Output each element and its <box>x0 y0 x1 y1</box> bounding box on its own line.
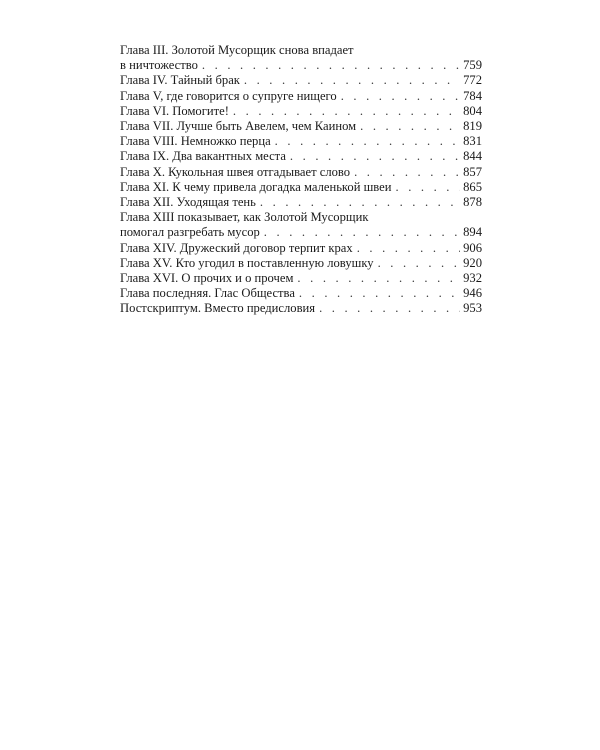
toc-entry-page: 865 <box>463 179 482 194</box>
toc-entry <box>120 241 482 256</box>
toc-entry <box>120 256 482 271</box>
dot-leader <box>360 119 460 134</box>
toc-entry <box>120 165 482 180</box>
toc-entry-page: 804 <box>463 103 482 118</box>
toc-entry-page: 857 <box>463 164 482 179</box>
dot-leader <box>341 89 460 104</box>
toc-entry-page: 819 <box>463 119 482 134</box>
toc-entry-title-line1: Глава XIII показывает, как Золотой Мусорщик <box>120 210 369 225</box>
toc-entry <box>120 119 482 134</box>
toc-entry-title: Глава X. Кукольная швея отгадывает слово <box>120 164 351 179</box>
toc-entry <box>120 271 482 286</box>
dot-leader <box>264 225 460 240</box>
toc-entry-title: Постскриптум. Вместо предисловия <box>120 301 316 316</box>
toc-entry-title: Глава XIV. Дружеский договор терпит крах <box>120 240 353 255</box>
toc-entry-page: 844 <box>463 149 482 164</box>
toc-entry-page: 784 <box>463 88 482 103</box>
toc-entry <box>120 89 482 104</box>
toc-entry-title: Глава XI. К чему привела догадка маленькой швеи <box>120 179 392 194</box>
toc-entry-page: 759 <box>463 58 482 73</box>
toc-entry-page: 878 <box>463 195 482 210</box>
dot-leader <box>319 301 460 316</box>
toc-entry-title: в ничтожество <box>120 58 198 73</box>
toc-entry <box>120 104 482 119</box>
toc-entry <box>120 134 482 149</box>
toc-entry-title: помогал разгребать мусор <box>120 225 260 240</box>
dot-leader <box>244 73 460 88</box>
toc-entry-page: 953 <box>463 301 482 316</box>
toc-entry-page: 906 <box>463 240 482 255</box>
dot-leader <box>378 256 461 271</box>
toc-entry-page: 946 <box>463 286 482 301</box>
dot-leader <box>202 58 460 73</box>
toc-entry <box>120 210 482 240</box>
toc-entry-page: 831 <box>463 134 482 149</box>
toc-entry <box>120 301 482 316</box>
dot-leader <box>297 271 460 286</box>
toc-entry-page: 932 <box>463 271 482 286</box>
toc-entry-title: Глава IV. Тайный брак <box>120 73 240 88</box>
toc-entry-page: 920 <box>463 255 482 270</box>
dot-leader <box>354 165 460 180</box>
table-of-contents <box>120 43 482 317</box>
toc-entry-title: Глава XII. Уходящая тень <box>120 195 256 210</box>
toc-entry-title: Глава последняя. Глас Общества <box>120 286 295 301</box>
toc-entry-title-line1: Глава III. Золотой Мусорщик снова впадает <box>120 43 354 57</box>
toc-entry-title: Глава VIII. Немножко перца <box>120 134 271 149</box>
toc-entry-title: Глава XV. Кто угодил в поставленную ловушку <box>120 255 374 270</box>
toc-entry <box>120 73 482 88</box>
dot-leader <box>299 286 460 301</box>
dot-leader <box>290 149 460 164</box>
toc-entry-page: 894 <box>463 225 482 240</box>
dot-leader <box>260 195 460 210</box>
toc-entry <box>120 149 482 164</box>
toc-entry-title: Глава XVI. О прочих и о прочем <box>120 271 294 286</box>
toc-entry <box>120 43 482 73</box>
toc-entry-title: Глава VII. Лучше быть Авелем, чем Каином <box>120 119 357 134</box>
toc-entry-title: Глава IX. Два вакантных места <box>120 149 286 164</box>
toc-entry <box>120 180 482 195</box>
toc-entry <box>120 195 482 210</box>
dot-leader <box>233 104 460 119</box>
dot-leader <box>275 134 460 149</box>
toc-entry-title: Глава V, где говорится о супруге нищего <box>120 88 337 103</box>
dot-leader <box>357 241 460 256</box>
toc-entry <box>120 286 482 301</box>
toc-entry-page: 772 <box>463 73 482 88</box>
toc-entry-title: Глава VI. Помогите! <box>120 103 229 118</box>
dot-leader <box>396 180 461 195</box>
